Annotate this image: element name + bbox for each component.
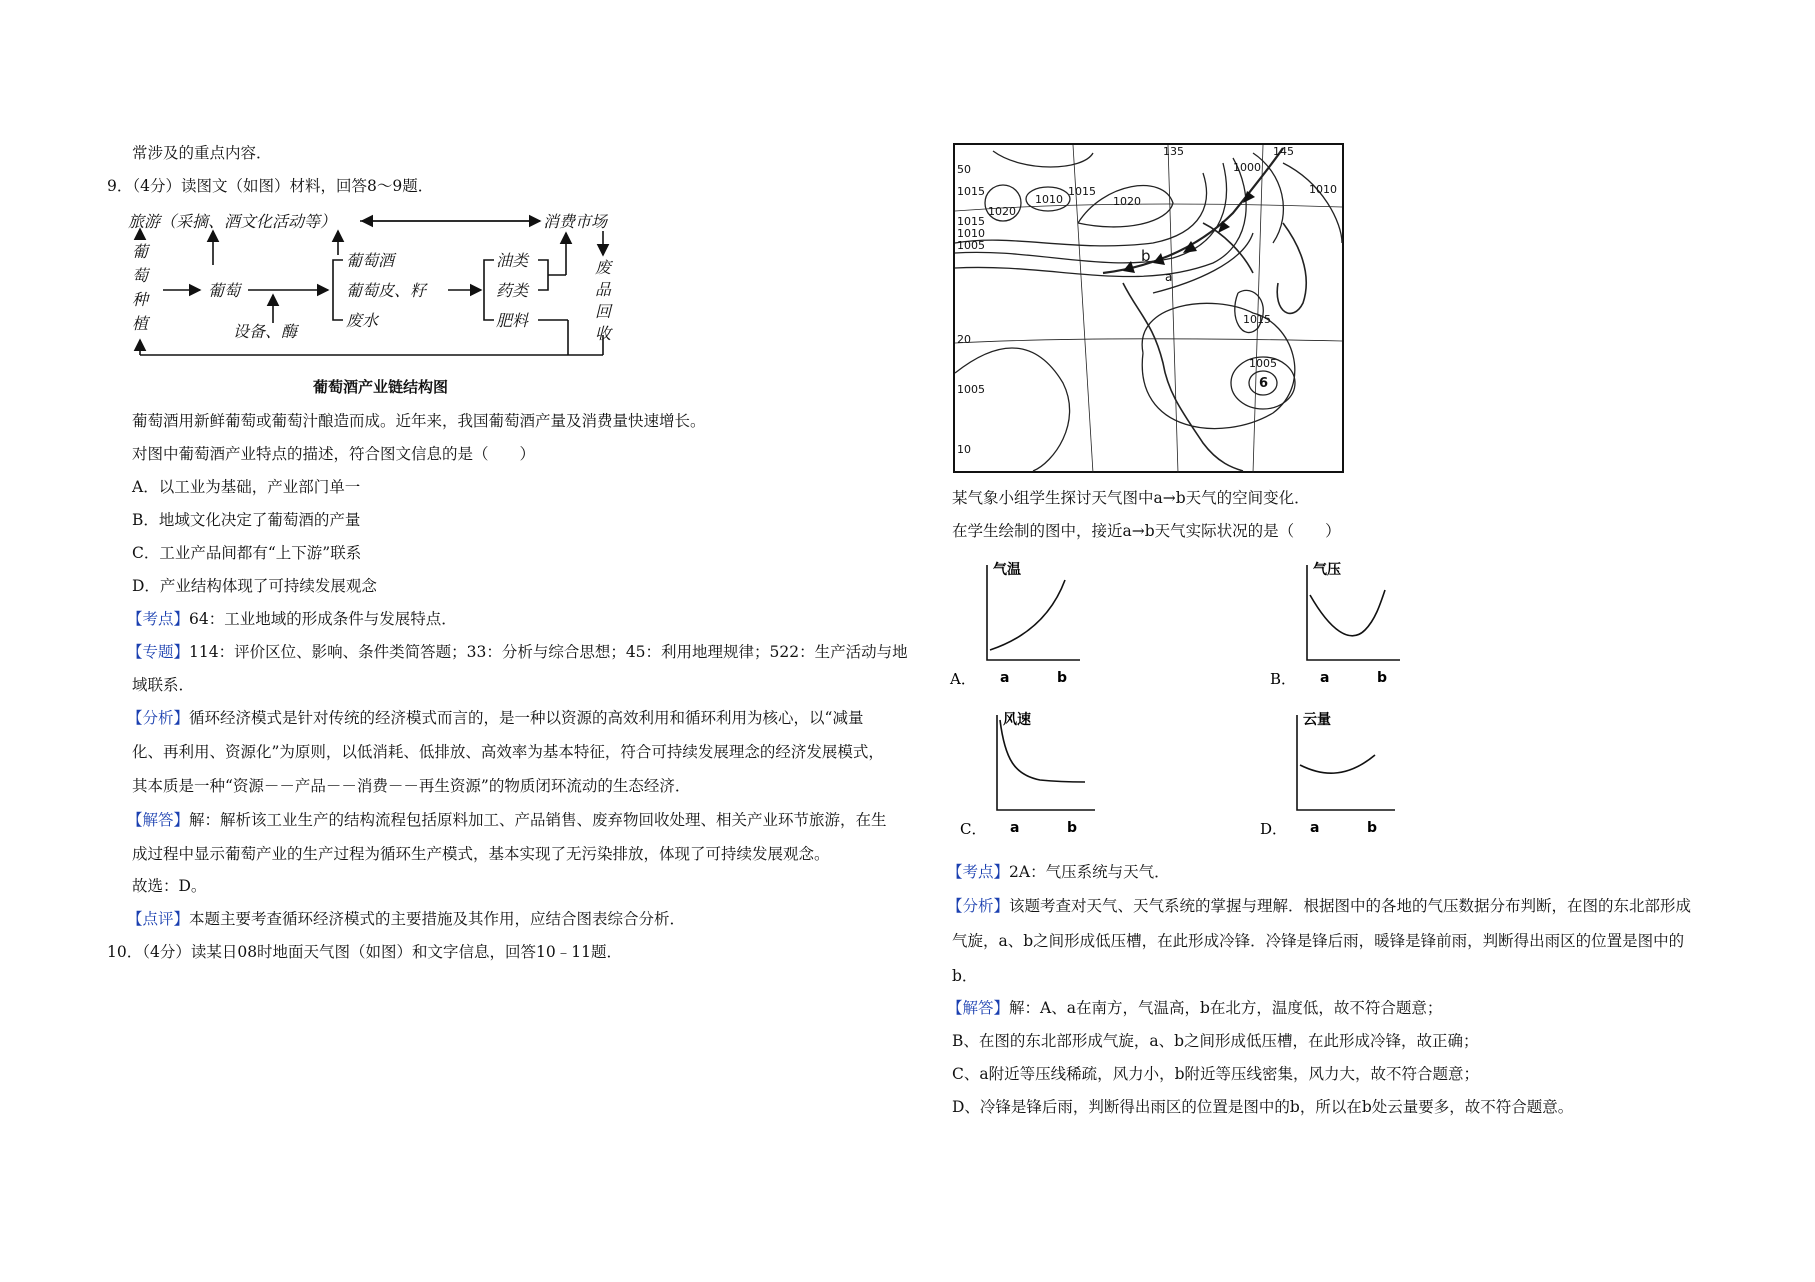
chart-xlabel-b: b [1067, 820, 1078, 836]
chart-xlabel-a: a [1010, 820, 1020, 836]
flow-plant-3: 种 [132, 290, 149, 309]
weather-map [953, 143, 1344, 473]
isobar-label-3: 1020 [988, 205, 1016, 218]
jieda-tag-r: 【解答】 [947, 999, 1010, 1017]
q9-jieda: 【解答】解：解析该工业生产的结构流程包括原料加工、产品销售、废弃物回收处理、相关产业环节旅游，在生 [127, 811, 887, 829]
q9-jieda-3: 故选：D。 [132, 877, 207, 895]
dianping-tag: 【点评】 [127, 910, 190, 928]
chart-ylabel: 云量 [1303, 712, 1331, 728]
map-lat-50: 50 [957, 163, 971, 176]
isobar-label-11: 1015 [1243, 313, 1271, 326]
fenxi-tag-r: 【分析】 [947, 897, 1010, 915]
q9-option-b: B．地域文化决定了葡萄酒的产量 [132, 511, 361, 529]
q9-option-a: A．以工业为基础，产业部门单一 [132, 478, 361, 496]
q9-paragraph-2: 对图中葡萄酒产业特点的描述，符合图文信息的是（ ） [132, 445, 536, 463]
chart-option-letter: B． [1270, 670, 1297, 688]
q10-fenxi-3: b． [952, 967, 978, 985]
q10-jieda-3: C、a附近等压线稀疏，风力小，b附近等压线密集，风力大，故不符合题意； [952, 1065, 1480, 1083]
flow-oil: 油类 [496, 251, 529, 270]
kaodian-tag-r: 【考点】 [947, 863, 1010, 881]
chart-option-letter: C． [960, 820, 987, 838]
q10-paragraph-1: 某气象小组学生探讨天气图中a→b天气的空间变化． [952, 489, 1310, 507]
q10-fenxi: 【分析】该题考查对天气、天气系统的掌握与理解．根据图中的各地的气压数据分布判断，在图的东北部形成 [947, 897, 1692, 915]
q9-fenxi-3: 其本质是一种“资源－－产品－－消费－－再生资源”的物质闭环流动的生态经济． [132, 777, 691, 795]
q9-kaodian: 【考点】64：工业地域的形成条件与发展特点． [127, 610, 457, 628]
isobar-label-8: 1005 [957, 239, 985, 252]
map-lat-10: 10 [957, 443, 971, 456]
isobar-label-5: 1020 [1113, 195, 1141, 208]
chart-curve [1000, 720, 1085, 782]
chart-ylabel: 风速 [1003, 712, 1031, 728]
chart-xlabel-b: b [1367, 820, 1378, 836]
flow-drug: 药类 [496, 281, 529, 300]
flow-recycle-2: 品 [595, 280, 612, 299]
isobar-label-6: 1015 [957, 215, 985, 228]
chart-curve [990, 580, 1065, 650]
q10-fenxi-2: 气旋，a、b之间形成低压槽，在此形成冷锋．冷锋是锋后雨，暖锋是锋前雨，判断得出雨区的位置是图中的 [952, 932, 1685, 950]
q10-kaodian: 【考点】2A：气压系统与天气． [947, 863, 1170, 881]
isobar-label-4: 1015 [1068, 185, 1096, 198]
option-chart-4 [1260, 711, 1395, 838]
flow-plant-4: 植 [132, 314, 149, 333]
q10-header: 10．（4分）读某日08时地面天气图（如图）和文字信息，回答10﹣11题． [107, 943, 623, 961]
chart-curve [1300, 755, 1375, 773]
q9-zhuanti: 【专题】114：评价区位、影响、条件类简答题；33：分析与综合思想；45：利用地理规律；522：生产活动与地 [127, 643, 908, 661]
flow-grape: 葡萄 [208, 281, 241, 300]
fenxi-tag: 【分析】 [127, 709, 190, 727]
q9-jieda-2: 成过程中显示葡萄产业的生产过程为循环生产模式，基本实现了无污染排放，体现了可持续发展观念。 [132, 845, 830, 863]
chart-ylabel: 气温 [993, 562, 1021, 578]
q10-paragraph-2: 在学生绘制的图中，接近a→b天气实际状况的是（ ） [952, 522, 1341, 540]
map-point-a: a [1165, 270, 1173, 284]
kaodian-tag: 【考点】 [127, 610, 190, 628]
chart-xlabel-b: b [1377, 670, 1388, 686]
isobar-label-14: 6 [1259, 376, 1269, 391]
flow-plant-1: 葡 [132, 242, 149, 261]
q10-jieda: 【解答】解：A、a在南方，气温高，b在北方，温度低，故不符合题意； [947, 999, 1443, 1017]
prev-question-tail: 常涉及的重点内容． [132, 144, 272, 162]
flow-caption: 葡萄酒产业链结构图 [313, 378, 449, 396]
flow-skin: 葡萄皮、籽 [346, 281, 427, 300]
chart-xlabel-a: a [1320, 670, 1330, 686]
isobar-label-1: 1015 [957, 185, 985, 198]
chart-xlabel-a: a [1000, 670, 1010, 686]
q10-jieda-2: B、在图的东北部形成气旋，a、b之间形成低压槽，在此形成冷锋，故正确； [952, 1032, 1479, 1050]
flow-fert: 肥料 [496, 311, 529, 330]
isobar-label-7: 1010 [957, 227, 985, 240]
flow-tourism: 旅游（采摘、酒文化活动等） [128, 212, 337, 231]
q9-fenxi: 【分析】循环经济模式是针对传统的经济模式而言的，是一种以资源的高效利用和循环利用为核心，以“减量 [127, 709, 864, 727]
option-chart-3 [960, 711, 1095, 838]
q9-option-d: D．产业结构体现了可持续发展观念 [132, 577, 377, 595]
chart-ylabel: 气压 [1313, 562, 1341, 578]
zhuanti-tag: 【专题】 [127, 643, 190, 661]
flow-recycle-4: 收 [595, 324, 612, 343]
chart-option-letter: A． [950, 670, 976, 688]
q9-zhuanti-2: 域联系． [132, 676, 195, 694]
isobar-label-13: 1005 [957, 383, 985, 396]
wine-industry-flow-diagram [128, 205, 638, 405]
flow-water: 废水 [346, 311, 379, 330]
isobar-label-12: 1005 [1249, 357, 1277, 370]
q9-paragraph-1: 葡萄酒用新鲜葡萄或葡萄汁酿造而成。近年来，我国葡萄酒产量及消费量快速增长。 [132, 412, 706, 430]
map-lon-145: 145 [1273, 145, 1294, 158]
q10-jieda-4: D、冷锋是锋后雨，判断得出雨区的位置是图中的b，所以在b处云量要多，故不符合题意。 [952, 1098, 1574, 1116]
isobar-label-2: 1010 [1035, 193, 1063, 206]
isobar-label-9: 1000 [1233, 161, 1261, 174]
flow-wine: 葡萄酒 [346, 251, 395, 270]
q10-option-charts [940, 550, 1410, 840]
flow-equip: 设备、酶 [233, 322, 298, 341]
chart-curve [1310, 590, 1385, 636]
flow-plant-2: 萄 [132, 266, 149, 285]
isobar-label-10: 1010 [1309, 183, 1337, 196]
q9-option-c: C．工业产品间都有“上下游”联系 [132, 544, 362, 562]
q9-dianping: 【点评】本题主要考查循环经济模式的主要措施及其作用，应结合图表综合分析． [127, 910, 686, 928]
flow-recycle-3: 回 [595, 302, 612, 321]
q9-header: 9．（4分）读图文（如图）材料，回答8～9题． [107, 177, 434, 195]
option-chart-2 [1270, 561, 1400, 688]
chart-option-letter: D． [1260, 820, 1288, 838]
flow-recycle-1: 废 [595, 258, 612, 277]
flow-market: 消费市场 [543, 212, 608, 231]
chart-axes [1297, 715, 1395, 810]
option-chart-1 [949, 561, 1080, 688]
jieda-tag: 【解答】 [127, 811, 190, 829]
chart-xlabel-a: a [1310, 820, 1320, 836]
map-lon-135: 135 [1163, 145, 1184, 158]
chart-xlabel-b: b [1057, 670, 1068, 686]
q9-fenxi-2: 化、再利用、资源化”为原则，以低消耗、低排放、高效率为基本特征，符合可持续发展理念的经济发展模式， [132, 743, 884, 761]
map-lat-20: 20 [957, 333, 971, 346]
map-point-b: b [1141, 247, 1151, 265]
